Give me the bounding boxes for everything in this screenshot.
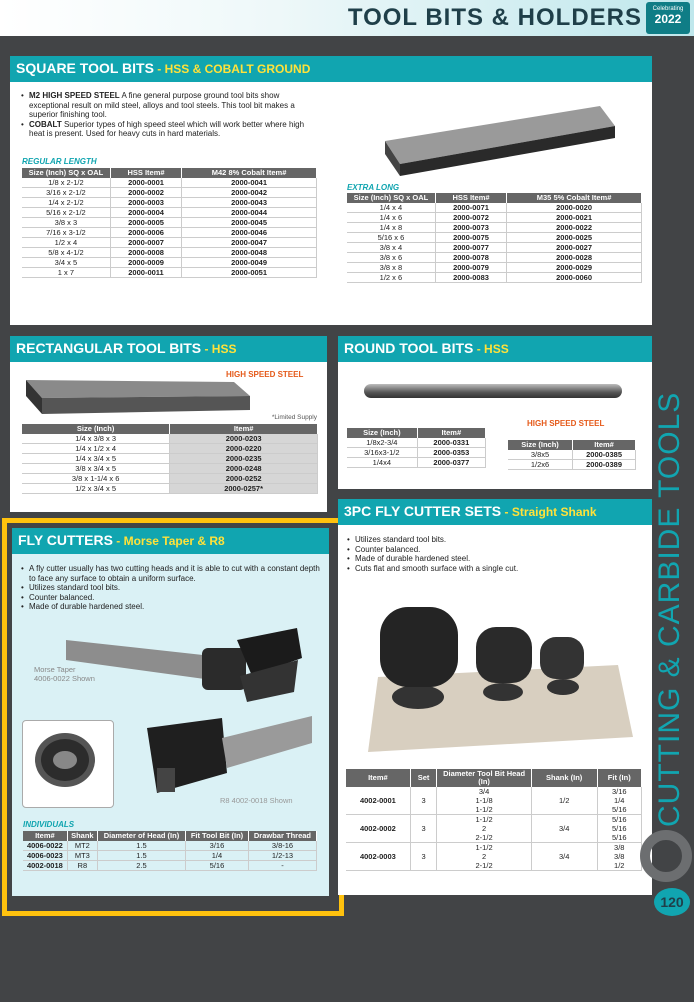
table-cell	[597, 787, 641, 815]
table-cell: 2000-0077	[435, 243, 506, 253]
table-cell: 2000-0028	[507, 253, 642, 263]
morse-label: Morse Taper 4006-0022 Shown	[34, 665, 95, 683]
table-row	[508, 450, 636, 460]
rect-table: Size (Inch) Item# 1/4 x 3/8 x 3 2000-0203 1/4 x 1/2 x 4 2000-0220 1/4 x 3/4 x 5 2000-0235 3/8 x 3/4 x 5 2000-0248 3/8 x 1-1/4 x 6 2000-0252 1/2 x 3/4 x 5 2000-0257*	[22, 424, 318, 494]
table-cell: 2000-0377	[417, 458, 485, 468]
table-cell: 3	[410, 843, 437, 871]
round-tool-bit-image	[364, 384, 622, 398]
table-cell	[437, 787, 532, 815]
table-cell-line: 5/16	[611, 815, 627, 824]
table-row	[22, 208, 317, 218]
table-cell: 3/8 x 1-1/4 x 6	[22, 474, 170, 484]
table-cell: 2000-0046	[182, 228, 317, 238]
table-cell: 1/4 x 3/4 x 5	[22, 454, 170, 464]
table-cell: 2000-0001	[110, 178, 181, 188]
table-cell: 2000-0075	[435, 233, 506, 243]
table-cell: 3/4	[531, 843, 597, 871]
table-cell: 4002-0003	[346, 843, 410, 871]
round-tool-bits-panel	[338, 336, 652, 489]
table-row	[347, 223, 642, 233]
anniversary-badge	[646, 2, 690, 34]
badge-celebrating: Celebrating	[652, 6, 684, 12]
regular-length-caption: REGULAR LENGTH	[22, 157, 97, 166]
table-row	[22, 484, 318, 494]
table-row	[23, 861, 317, 871]
table-cell: 2000-0020	[507, 203, 642, 213]
table-cell: 1/4 x 2-1/2	[22, 198, 110, 208]
table-cell: 2000-0045	[182, 218, 317, 228]
table-cell-line: 1-1/8	[475, 796, 493, 805]
fly-bullet: • Counter balanced.	[20, 593, 320, 603]
gear-icon	[640, 830, 692, 882]
table-cell: 3/8 x 6	[347, 253, 435, 263]
table-cell: 2000-0235	[170, 454, 318, 464]
table-row	[347, 213, 642, 223]
table-cell: 3/16 x 2-1/2	[22, 188, 110, 198]
table-row	[22, 474, 318, 484]
table-cell: 1.5	[97, 841, 185, 851]
table-cell: 4002-0018	[23, 861, 67, 871]
extra-long-table: Size (Inch) SQ x OAL HSS Item# M35 5% Cobalt Item# 1/4 x 4 2000-0071 2000-0020 1/4 x 6 2000-0072 2000-0021 1/4 x 8 2000-0073 2000-0022 5/16 x 6 2000-0075 2000-0025 3/8 x 4 2000-0077 2000-0027 3/8 x 6 2000-0078 2000-0028 3/8 x 8 2000-0079 2000-0029 1/2 x 6 2000-0083 2000-0060	[347, 193, 642, 283]
table-cell: 2000-0051	[182, 268, 317, 278]
regular-length-table: Size (Inch) SQ x OAL HSS Item# M42 8% Cobalt Item# 1/8 x 2-1/2 2000-0001 2000-0041 3/16 x 2-1/2 2000-0002 2000-0042 1/4 x 2-1/2 2000-0003 2000-0043 5/16 x 2-1/2 2000-0004 2000-0044 3/8 x 3 2000-0005 2000-0045 7/16 x 3-1/2 2000-0006 2000-0046 1/2 x 4 2000-0007 2000-0047 5/8 x 4-1/2 2000-0008 2000-0048 3/4 x 5 2000-0009 2000-0049 1 x 7 2000-0011 2000-0051	[22, 168, 317, 278]
3pc-bullet: • Cuts flat and smooth surface with a single cut.	[346, 564, 646, 574]
side-banner	[648, 391, 688, 840]
fly-cutters-table: Item# Shank Diameter of Head (In) Fit Tool Bit (In) Drawbar Thread 4006-0022 MT2 1.5 3/16 3/8-16 4006-0023 MT3 1.5 1/4 1/2-13 4002-0018 R8 2.5 5/16 -	[23, 831, 317, 871]
fly-bullets	[20, 564, 320, 612]
rect-tool-bit-image	[24, 374, 254, 419]
table-cell: 2000-0042	[182, 188, 317, 198]
table-cell: 7/16 x 3-1/2	[22, 228, 110, 238]
table-row	[22, 218, 317, 228]
table-cell: 1/4 x 1/2 x 4	[22, 444, 170, 454]
table-row	[23, 851, 317, 861]
table-cell: 4006-0022	[23, 841, 67, 851]
table-cell: 1/2 x 3/4 x 5	[22, 484, 170, 494]
table-row	[22, 454, 318, 464]
side-banner-text: CUTTING & CARBIDE TOOLS	[653, 391, 686, 827]
square-tool-bit-image	[370, 86, 630, 181]
round-table-right: Size (Inch) Item# 3/8x5 2000-0385 1/2x6 2000-0389	[508, 440, 636, 470]
table-cell: 1/2x6	[508, 460, 573, 470]
table-cell: 2000-0009	[110, 258, 181, 268]
3pc-fly-cutter-image	[358, 587, 638, 757]
table-cell: 1 x 7	[22, 268, 110, 278]
square-bullet: • M2 HIGH SPEED STEEL A fine general purpose ground tool bits show exceptional result on mild steel, alloys and tool steels. This tool bit makes a superior finishing tool.	[20, 91, 320, 120]
table-row	[346, 815, 642, 843]
r8-label: R8 4002-0018 Shown	[220, 796, 293, 805]
round-hss-label: HIGH SPEED STEEL	[527, 419, 605, 428]
table-cell: 2000-0389	[573, 460, 636, 470]
table-cell: 2000-0007	[110, 238, 181, 248]
table-cell-line: 1-1/2	[475, 805, 493, 814]
table-cell: 1/4x4	[347, 458, 417, 468]
page-header	[0, 0, 694, 36]
badge-year: 2022	[654, 12, 682, 26]
table-cell: 2000-0005	[110, 218, 181, 228]
table-cell: 3/8x5	[508, 450, 573, 460]
table-cell: 2000-0008	[110, 248, 181, 258]
table-cell-line: 1/4	[614, 796, 625, 805]
table-row	[22, 464, 318, 474]
table-row	[22, 198, 317, 208]
table-cell: 2000-0025	[507, 233, 642, 243]
morse-taper-fly-cutter-image	[62, 610, 312, 710]
table-row	[346, 843, 642, 871]
table-cell: 2000-0220	[170, 444, 318, 454]
table-row	[22, 238, 317, 248]
table-cell: 2000-0257*	[170, 484, 318, 494]
table-row	[22, 228, 317, 238]
table-cell: 4006-0023	[23, 851, 67, 861]
table-cell-line: 3/16	[611, 787, 627, 796]
table-cell: 2000-0073	[435, 223, 506, 233]
table-cell	[437, 815, 532, 843]
table-cell: 2000-0002	[110, 188, 181, 198]
extra-long-caption: EXTRA LONG	[347, 183, 400, 192]
table-cell: 2000-0027	[507, 243, 642, 253]
table-cell-line: 2	[481, 824, 487, 833]
limited-supply-note: *Limited Supply	[271, 414, 317, 421]
table-row	[508, 460, 636, 470]
fly-bullet: • Made of durable hardened steel.	[20, 602, 320, 612]
table-cell: 2000-0252	[170, 474, 318, 484]
table-cell-line: 3/8	[614, 852, 625, 861]
table-cell: 5/16 x 2-1/2	[22, 208, 110, 218]
3pc-bullet: • Counter balanced.	[346, 545, 646, 555]
fly-section-title: FLY CUTTERS - Morse Taper & R8	[12, 528, 329, 554]
table-cell: 1/4 x 6	[347, 213, 435, 223]
table-cell: R8	[67, 861, 97, 871]
table-cell: 2000-0079	[435, 263, 506, 273]
table-cell: 3/4 x 5	[22, 258, 110, 268]
table-cell: MT2	[67, 841, 97, 851]
table-cell: 1/2	[531, 787, 597, 815]
table-cell-line: 5/16	[611, 805, 627, 814]
square-bullets	[20, 91, 320, 139]
table-cell: 5/16 x 6	[347, 233, 435, 243]
table-cell: 3/8 x 8	[347, 263, 435, 273]
fly-cutters-panel	[12, 528, 329, 896]
table-row	[346, 787, 642, 815]
page-number: 120	[654, 888, 690, 916]
table-cell: 2000-0047	[182, 238, 317, 248]
table-cell: 4002-0002	[346, 815, 410, 843]
round-section-title: ROUND TOOL BITS - HSS	[338, 336, 652, 362]
table-cell: 5/16	[186, 861, 249, 871]
table-cell-line: 3/4	[478, 787, 490, 796]
table-row	[347, 243, 642, 253]
table-cell-line: 5/16	[611, 824, 627, 833]
3pc-section-title: 3PC FLY CUTTER SETS - Straight Shank	[338, 499, 652, 525]
table-cell	[437, 843, 532, 871]
table-cell: 3	[410, 815, 437, 843]
table-cell: 3/4	[531, 815, 597, 843]
3pc-fly-cutter-panel	[338, 499, 652, 895]
page-title: TOOL BITS & HOLDERS	[347, 4, 642, 31]
table-cell-line: 2-1/2	[475, 861, 493, 870]
table-cell: 1/4 x 8	[347, 223, 435, 233]
table-cell: 1/4	[186, 851, 249, 861]
table-cell-line: 2-1/2	[475, 833, 493, 842]
table-cell: 2000-0029	[507, 263, 642, 273]
table-cell-line: 1/2	[614, 861, 625, 870]
table-cell: 1/4 x 4	[347, 203, 435, 213]
table-cell: 2000-0331	[417, 438, 485, 448]
3pc-bullet: • Made of durable hardened steel.	[346, 554, 646, 564]
table-cell: 3/16x3-1/2	[347, 448, 417, 458]
table-cell-line: 3/8	[614, 843, 625, 852]
square-section-title: SQUARE TOOL BITS - HSS & COBALT GROUND	[10, 56, 652, 82]
table-row	[347, 203, 642, 213]
rect-section-title: RECTANGULAR TOOL BITS - HSS	[10, 336, 327, 362]
r8-fly-cutter-image	[127, 698, 317, 808]
table-cell	[597, 815, 641, 843]
table-row	[22, 178, 317, 188]
table-cell: 2000-0041	[182, 178, 317, 188]
3pc-bullets	[346, 535, 646, 573]
table-cell: 3	[410, 787, 437, 815]
table-cell: 2000-0048	[182, 248, 317, 258]
table-row	[347, 253, 642, 263]
table-cell: 2000-0071	[435, 203, 506, 213]
table-cell-line: 5/16	[611, 833, 627, 842]
individuals-caption: INDIVIDUALS	[23, 820, 75, 829]
table-row	[23, 841, 317, 851]
table-cell: 2000-0385	[573, 450, 636, 460]
square-tool-bits-panel	[10, 56, 652, 325]
fly-cutter-detail-image	[22, 720, 114, 808]
table-row	[22, 444, 318, 454]
table-cell	[597, 843, 641, 871]
table-cell: 1/8x2-3/4	[347, 438, 417, 448]
table-cell: -	[248, 861, 316, 871]
3pc-bullet: • Utilizes standard tool bits.	[346, 535, 646, 545]
table-cell: 2000-0006	[110, 228, 181, 238]
table-cell: 2000-0022	[507, 223, 642, 233]
table-cell: 2000-0083	[435, 273, 506, 283]
table-row	[22, 434, 318, 444]
table-cell: 2000-0353	[417, 448, 485, 458]
table-cell: 1/4 x 3/8 x 3	[22, 434, 170, 444]
table-cell: 2000-0004	[110, 208, 181, 218]
table-cell: 1/8 x 2-1/2	[22, 178, 110, 188]
table-cell: 2000-0203	[170, 434, 318, 444]
table-row	[347, 458, 486, 468]
table-cell: 2000-0060	[507, 273, 642, 283]
table-cell: 2000-0043	[182, 198, 317, 208]
table-cell: 2000-0078	[435, 253, 506, 263]
fly-bullet: • Utilizes standard tool bits.	[20, 583, 320, 593]
table-cell: 4002-0001	[346, 787, 410, 815]
table-cell: 3/8-16	[248, 841, 316, 851]
table-cell: 2000-0021	[507, 213, 642, 223]
table-row	[22, 248, 317, 258]
table-cell: 2000-0248	[170, 464, 318, 474]
table-cell: 1.5	[97, 851, 185, 861]
table-cell: 2000-0044	[182, 208, 317, 218]
table-row	[22, 268, 317, 278]
table-cell-line: 2	[481, 852, 487, 861]
rectangular-tool-bits-panel	[10, 336, 327, 512]
square-bullet: • COBALT Superior types of high speed steel which will work better where high heat is present. Used for heavy cuts in hard materials.	[20, 120, 320, 139]
table-row	[347, 273, 642, 283]
table-cell: 5/8 x 4-1/2	[22, 248, 110, 258]
table-row	[347, 448, 486, 458]
table-cell: 1/2 x 4	[22, 238, 110, 248]
table-cell: 3/8 x 3	[22, 218, 110, 228]
table-row	[347, 263, 642, 273]
table-cell: 3/8 x 3/4 x 5	[22, 464, 170, 474]
table-row	[347, 233, 642, 243]
rect-hss-label: HIGH SPEED STEEL	[226, 370, 304, 379]
3pc-table: Item# Set Diameter Tool Bit Head (In) Shank (In) Fit (In) 4002-0001 3 3/4 1-1/8 1-1/2 1/2 3/16 1/4 5/16 4002-0002 3 1-1/2 2 2-1/2 3/4 5/16 5/16 5/16 4002-0003 3 1-1/2 2 2-1/2 3/4 3/8 3/8 1/2	[346, 769, 642, 871]
table-cell: 3/8 x 4	[347, 243, 435, 253]
table-cell-line: 1-1/2	[475, 843, 493, 852]
table-row	[347, 438, 486, 448]
table-row	[22, 188, 317, 198]
table-cell: 1/2 x 6	[347, 273, 435, 283]
fly-bullet: • A fly cutter usually has two cutting heads and it is able to cut with a constant depth to face any surface to obtain a uniform surface.	[20, 564, 320, 583]
table-cell-line: 1-1/2	[475, 815, 493, 824]
table-cell: 2000-0003	[110, 198, 181, 208]
table-cell: 2000-0049	[182, 258, 317, 268]
table-cell: 2000-0011	[110, 268, 181, 278]
round-table-left: Size (Inch) Item# 1/8x2-3/4 2000-0331 3/16x3-1/2 2000-0353 1/4x4 2000-0377	[347, 428, 486, 468]
table-cell: 2.5	[97, 861, 185, 871]
table-cell: MT3	[67, 851, 97, 861]
table-cell: 2000-0072	[435, 213, 506, 223]
table-cell: 1/2-13	[248, 851, 316, 861]
table-cell: 3/16	[186, 841, 249, 851]
table-row	[22, 258, 317, 268]
